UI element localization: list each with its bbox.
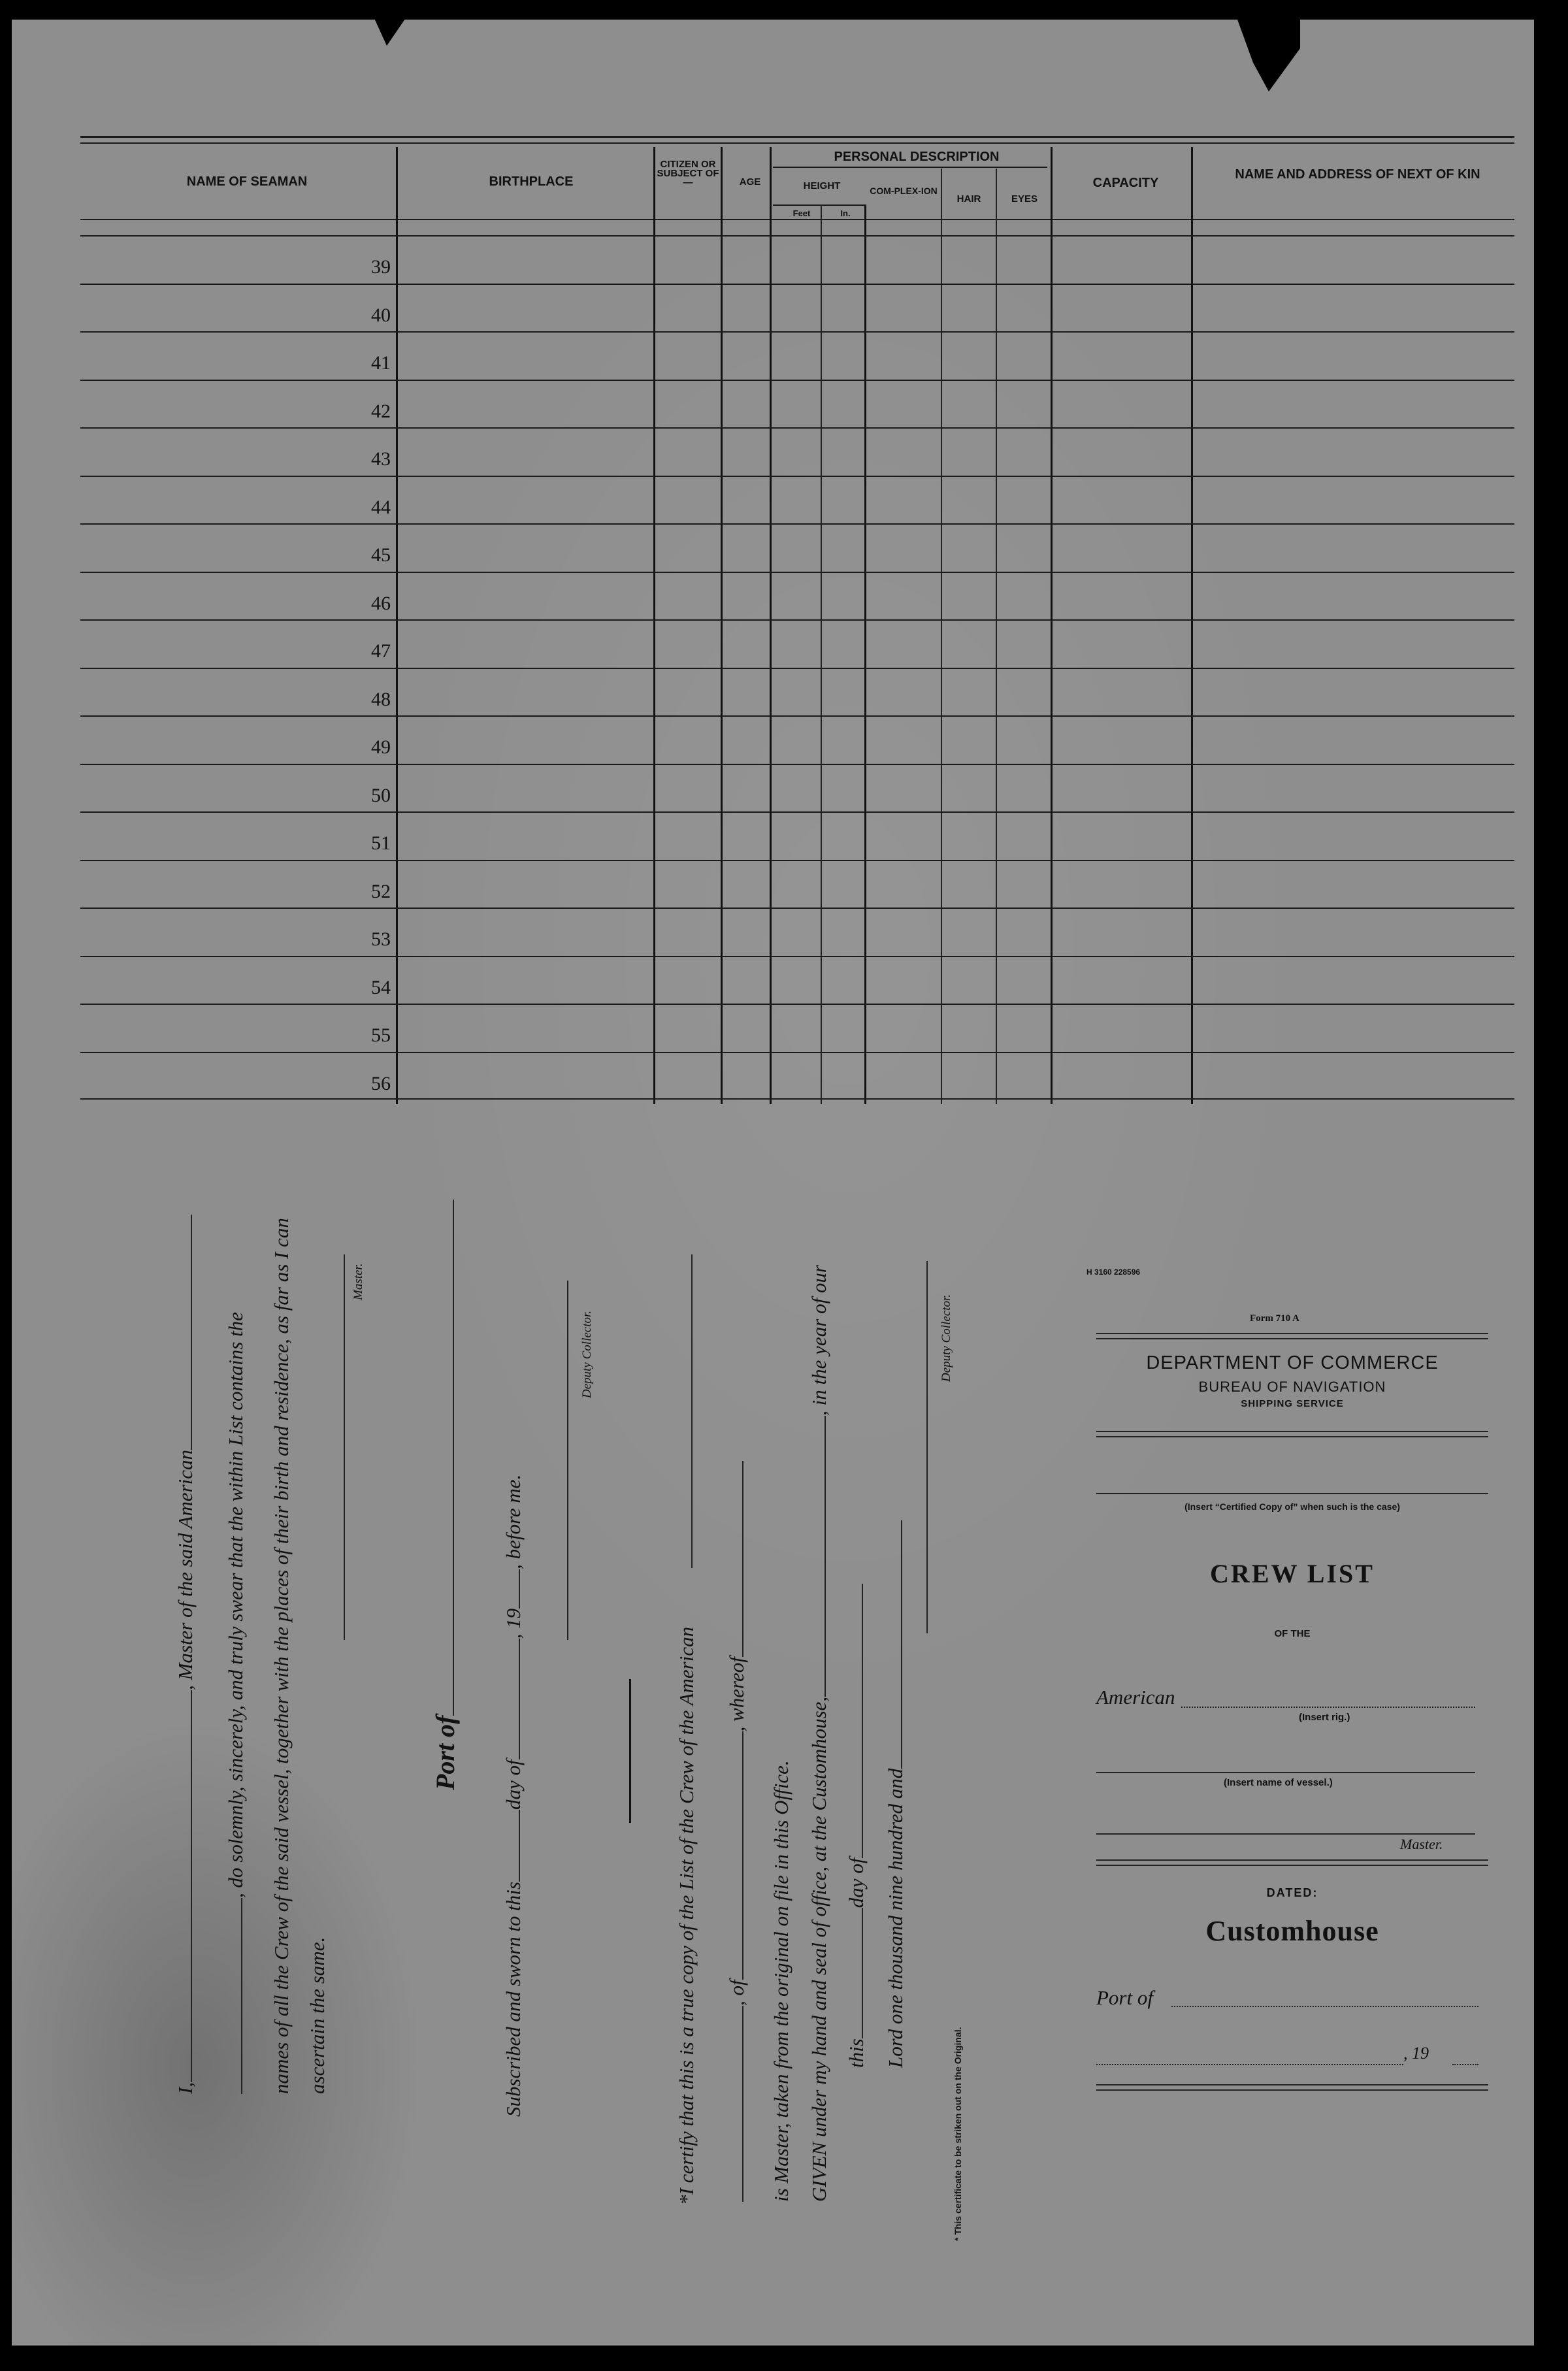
row-rule <box>80 619 1514 621</box>
row-rule <box>80 1098 1514 1100</box>
header-name-of-seaman: NAME OF SEAMAN <box>186 174 308 189</box>
given-label: GIVEN under my hand and seal of office, at the Customhouse, <box>808 1696 830 2202</box>
row-rule <box>80 811 1514 813</box>
insert-rig-note: (Insert rig.) <box>1299 1712 1350 1723</box>
deputy-signature-line[interactable] <box>567 1281 568 1640</box>
header-height: HEIGHT <box>803 180 841 191</box>
row-rule <box>80 908 1514 909</box>
deputy-collector-2: Deputy Collector. <box>939 1294 953 1382</box>
row-number: 41 <box>371 352 391 374</box>
cert-of-label: , of <box>725 1980 748 2006</box>
row-number: 42 <box>371 400 391 422</box>
row-rule <box>80 380 1514 381</box>
oath-i: I, <box>174 2082 197 2094</box>
print-code: H 3160 228596 <box>1086 1267 1141 1277</box>
header-citizen: CITIZEN OR SUBJECT OF— <box>657 159 719 188</box>
deputy-collector-1: Deputy Collector. <box>580 1310 594 1398</box>
port-of-label: Port of <box>431 1715 460 1790</box>
certificate-line-5 <box>845 1584 868 2068</box>
service-name: SHIPPING SERVICE <box>1241 1398 1344 1409</box>
lord-label: Lord one thousand nine hundred and <box>884 1768 907 2068</box>
col-line <box>1051 147 1053 1104</box>
cert-day-of-label: day of <box>845 1857 868 1908</box>
year-words-blank[interactable] <box>888 1520 902 1769</box>
header-feet: Feet <box>792 208 811 218</box>
insert-name-note: (Insert name of vessel.) <box>1224 1777 1333 1788</box>
header-complexion: COM-PLEX-ION <box>870 186 938 196</box>
master-name-line[interactable] <box>1096 1833 1475 1835</box>
insert-certified-note: (Insert “Certified Copy of” when such is the case) <box>1184 1501 1400 1512</box>
header-birthplace: BIRTHPLACE <box>489 174 574 189</box>
row-number: 50 <box>371 784 391 806</box>
row-number: 53 <box>371 928 391 950</box>
row-rule <box>80 668 1514 669</box>
row-number: 49 <box>371 736 391 758</box>
row-rule <box>80 235 1514 237</box>
header-next-of-kin: NAME AND ADDRESS OF NEXT OF KIN <box>1235 167 1480 182</box>
day-blank[interactable] <box>506 1810 520 1882</box>
certificate-line-6 <box>884 1520 907 2068</box>
day-of-label: day of <box>502 1759 525 1810</box>
cert-whereof-label: , whereof <box>725 1657 748 1732</box>
bureau-name: BUREAU OF NAVIGATION <box>1198 1379 1386 1395</box>
year-of-our-label: , in the year of our <box>808 1265 830 1416</box>
row-number: 48 <box>371 688 391 710</box>
col-line <box>864 204 866 1104</box>
cover-port-of-label: Port of <box>1096 1986 1153 2009</box>
vessel-rig-blank[interactable] <box>178 1215 192 1450</box>
col-line <box>996 169 997 1104</box>
row-number: 56 <box>371 1072 391 1094</box>
row-number: 45 <box>371 544 391 566</box>
col-line <box>396 147 398 1104</box>
rig-blank[interactable] <box>1181 1707 1475 1708</box>
cert-master-blank[interactable] <box>729 1461 743 1657</box>
col-line <box>653 147 655 1104</box>
row-rule <box>80 523 1514 525</box>
divider-rule <box>629 1679 631 1823</box>
header-hair: HAIR <box>956 193 981 204</box>
customhouse-blank[interactable] <box>811 1416 826 1697</box>
cover-lower-rule <box>1096 1859 1488 1866</box>
cert-vessel-blank[interactable] <box>729 2006 743 2202</box>
oath-line-3: names of all the Crew of the said vessel, together with the places of their birth and residence, as far as I can <box>270 1218 293 2094</box>
row-rule <box>80 572 1514 573</box>
row-number: 46 <box>371 592 391 614</box>
row-rule <box>80 764 1514 765</box>
row-number: 47 <box>371 640 391 662</box>
master-label: Master. <box>351 1263 365 1300</box>
row-number: 40 <box>371 304 391 326</box>
certificate-line-2 <box>725 1461 749 2202</box>
oath-line-2 <box>224 1312 248 2094</box>
cert-port-blank[interactable] <box>729 1731 743 1980</box>
header-capacity: CAPACITY <box>1092 176 1159 190</box>
height-rule <box>773 204 864 206</box>
certificate-footnote: * This certificate to be striken out on the Original. <box>953 2027 963 2241</box>
row-rule <box>80 1052 1514 1053</box>
row-rule <box>80 715 1514 717</box>
row-number: 55 <box>371 1024 391 1046</box>
dated-label: DATED: <box>1266 1886 1318 1899</box>
col-line <box>1191 147 1193 1104</box>
row-rule <box>80 427 1514 429</box>
cover-master-label: Master. <box>1400 1836 1443 1852</box>
cert-deputy-signature-line[interactable] <box>926 1261 928 1633</box>
row-rule <box>80 860 1514 861</box>
cover-port-blank[interactable] <box>1171 2006 1478 2007</box>
cover-bottom-rule <box>1096 2084 1488 2091</box>
american-label: American <box>1096 1686 1175 1709</box>
american-vessel-blank[interactable] <box>691 1254 693 1568</box>
row-rule <box>80 1004 1514 1005</box>
customhouse-label: Customhouse <box>1205 1915 1379 1947</box>
subscribed-line <box>502 1475 525 2117</box>
this-label: this <box>845 2038 868 2068</box>
cover-year-blank[interactable] <box>1452 2064 1478 2065</box>
month-blank[interactable] <box>506 1639 520 1759</box>
nineteen-label: , 19 <box>502 1608 525 1639</box>
oath-swear-text: , do solemnly, sincerely, and truly swear that the within List contains the <box>224 1312 247 1898</box>
col-line <box>821 204 822 1104</box>
form-number: Form 710 A <box>1250 1313 1299 1324</box>
certificate-line-4 <box>808 1265 831 2202</box>
row-rule <box>80 284 1514 285</box>
cover-mid-rule <box>1096 1431 1488 1437</box>
oath-line-1 <box>174 1215 197 2094</box>
port-blank[interactable] <box>434 1200 454 1716</box>
certificate-line-1: *I certify that this is a true copy of the List of the Crew of the American <box>675 1626 698 2205</box>
header-inches: In. <box>840 208 851 218</box>
row-number: 51 <box>371 832 391 854</box>
col-line <box>721 147 723 1104</box>
cover-date-blank[interactable] <box>1096 2064 1403 2065</box>
of-the-label: OF THE <box>1274 1628 1311 1639</box>
cert-day-blank[interactable] <box>849 1908 863 2038</box>
row-rule <box>80 956 1514 957</box>
cover-nineteen-label: , 19 <box>1403 2044 1429 2063</box>
col-line <box>770 147 772 1104</box>
row-number: 52 <box>371 880 391 902</box>
header-bottom-rule <box>80 219 1514 220</box>
row-number: 39 <box>371 256 391 278</box>
vessel-name-line[interactable] <box>1096 1772 1475 1773</box>
certificate-line-3: is Master, taken from the original on file in this Office. <box>770 1760 792 2202</box>
header-age: AGE <box>739 176 761 188</box>
cert-month-blank[interactable] <box>849 1584 863 1858</box>
row-rule <box>80 331 1514 333</box>
before-me-label: , before me. <box>502 1474 525 1569</box>
master-signature-line[interactable] <box>344 1254 345 1640</box>
oath-line-4: ascertain the same. <box>306 1937 329 2094</box>
col-line <box>941 169 942 1104</box>
row-rule <box>80 476 1514 477</box>
oath-port-of <box>430 1200 461 1790</box>
row-number: 54 <box>371 976 391 998</box>
header-eyes: EYES <box>1011 193 1038 204</box>
oath-master-of: , Master of the said American <box>174 1449 197 1690</box>
vessel-name-blank[interactable] <box>228 1898 242 2094</box>
top-rule-2 <box>80 142 1514 144</box>
subscribed-label: Subscribed and sworn to this <box>502 1882 525 2117</box>
master-name-blank[interactable] <box>178 1690 192 2082</box>
crew-list-sheet <box>12 20 1534 2346</box>
year-blank[interactable] <box>506 1569 520 1609</box>
row-number: 44 <box>371 496 391 518</box>
top-rule <box>80 136 1514 138</box>
personal-desc-rule <box>773 167 1047 168</box>
header-personal-description: PERSONAL DESCRIPTION <box>834 150 1000 164</box>
department-name: DEPARTMENT OF COMMERCE <box>1146 1352 1439 1373</box>
crew-list-title: CREW LIST <box>1210 1559 1375 1588</box>
certified-copy-blank[interactable] <box>1096 1493 1488 1494</box>
row-number: 43 <box>371 448 391 470</box>
cover-top-rule <box>1096 1333 1488 1339</box>
